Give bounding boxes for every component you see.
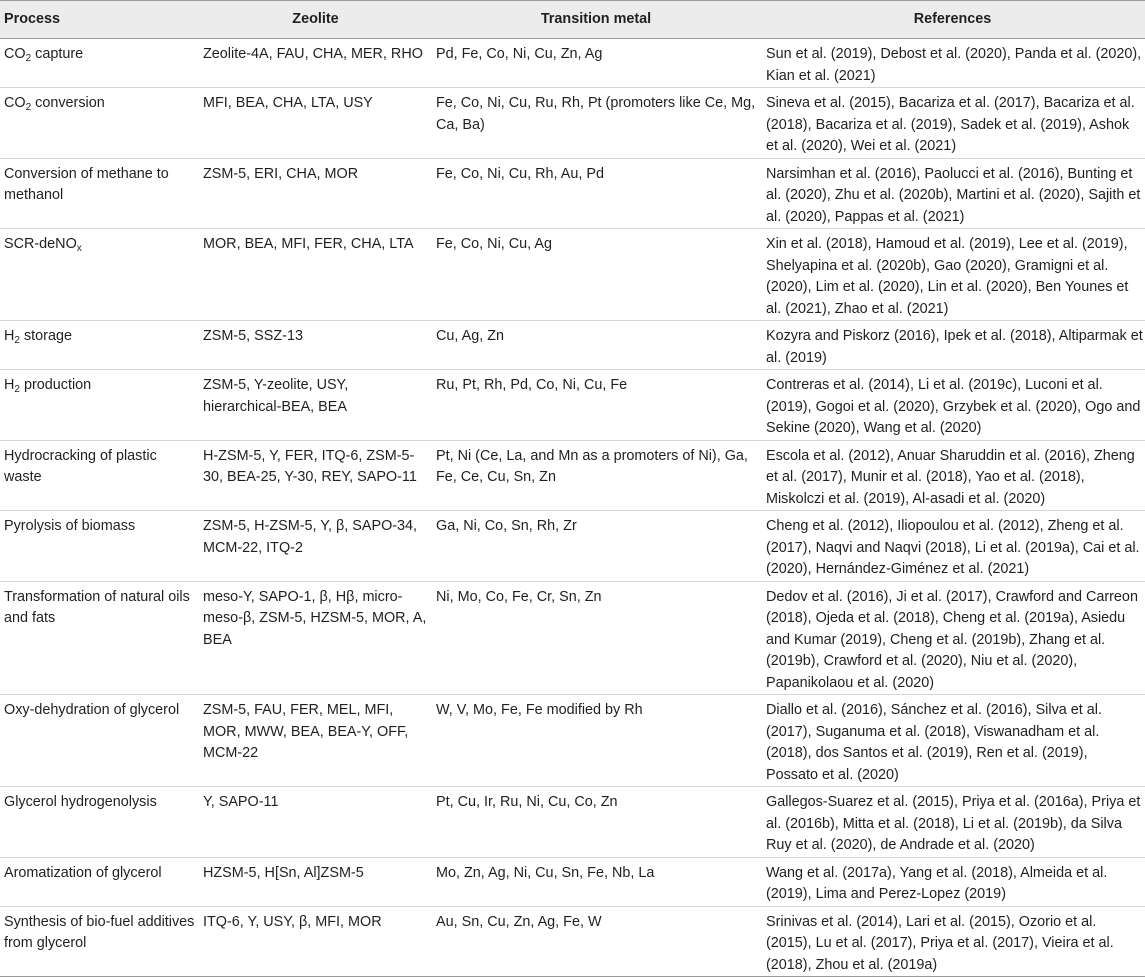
table-row	[0, 695, 1145, 787]
process-text: H	[4, 377, 15, 393]
cell-references: Contreras et al. (2014), Li et al. (2019c), Luconi et al. (2019), Gogoi et al. (2020), Grzybek et al. (2020), Ogo and Sekine (2020), Wang et al. (2020)	[760, 370, 1145, 441]
cell-process	[0, 88, 199, 159]
process-subscript: 2	[14, 335, 20, 346]
table-row	[0, 88, 1145, 159]
cell-transition-metal: Ga, Ni, Co, Sn, Rh, Zr	[432, 511, 760, 582]
cell-zeolite: ZSM-5, SSZ-13	[199, 321, 432, 370]
cell-process	[0, 39, 199, 88]
cell-transition-metal: Mo, Zn, Ag, Ni, Cu, Sn, Fe, Nb, La	[432, 857, 760, 906]
cell-references: Diallo et al. (2016), Sánchez et al. (2016), Silva et al. (2017), Suganuma et al. (2018), Viswanadham et al. (2018), dos Santos et al. (2019), Ren et al. (2019), Possato et al. (2020)	[760, 695, 1145, 787]
cell-process	[0, 511, 199, 582]
process-text: SCR-deNO	[4, 236, 77, 252]
header-references: References	[760, 1, 1145, 39]
header-row	[0, 1, 1145, 39]
cell-process	[0, 906, 199, 977]
process-text: Hydrocracking of plastic waste	[4, 447, 157, 485]
process-text: Pyrolysis of biomass	[4, 518, 136, 534]
cell-zeolite: MFI, BEA, CHA, LTA, USY	[199, 88, 432, 159]
cell-process	[0, 581, 199, 695]
cell-transition-metal: Pd, Fe, Co, Ni, Cu, Zn, Ag	[432, 39, 760, 88]
table-row	[0, 787, 1145, 858]
cell-zeolite: Y, SAPO-11	[199, 787, 432, 858]
cell-process	[0, 787, 199, 858]
table-row	[0, 321, 1145, 370]
cell-transition-metal: Pt, Ni (Ce, La, and Mn as a promoters of Ni), Ga, Fe, Ce, Cu, Sn, Zn	[432, 440, 760, 511]
process-text: CO	[4, 95, 26, 111]
table-row	[0, 906, 1145, 977]
cell-transition-metal: Fe, Co, Ni, Cu, Rh, Au, Pd	[432, 158, 760, 229]
cell-zeolite: ZSM-5, Y-zeolite, USY, hierarchical-BEA, BEA	[199, 370, 432, 441]
table-row	[0, 857, 1145, 906]
cell-zeolite: Zeolite-4A, FAU, CHA, MER, RHO	[199, 39, 432, 88]
cell-references: Sun et al. (2019), Debost et al. (2020), Panda et al. (2020), Kian et al. (2021)	[760, 39, 1145, 88]
table-row	[0, 581, 1145, 695]
process-subscript: 2	[14, 384, 20, 395]
cell-transition-metal: W, V, Mo, Fe, Fe modified by Rh	[432, 695, 760, 787]
table-row	[0, 511, 1145, 582]
cell-references: Narsimhan et al. (2016), Paolucci et al. (2016), Bunting et al. (2020), Zhu et al. (2020b), Martini et al. (2020), Sajith et al. (2020), Pappas et al. (2021)	[760, 158, 1145, 229]
header-zeolite: Zeolite	[199, 1, 432, 39]
cell-process	[0, 440, 199, 511]
process-text: Oxy-dehydration of glycerol	[4, 702, 180, 718]
process-text: CO	[4, 46, 26, 62]
cell-process	[0, 158, 199, 229]
cell-references: Cheng et al. (2012), Iliopoulou et al. (2012), Zheng et al. (2017), Naqvi and Naqvi (2018), Li et al. (2019a), Cai et al. (2020), Hernández-Giménez et al. (2021)	[760, 511, 1145, 582]
cell-transition-metal: Fe, Co, Ni, Cu, Ag	[432, 229, 760, 321]
cell-zeolite: ZSM-5, ERI, CHA, MOR	[199, 158, 432, 229]
cell-transition-metal: Pt, Cu, Ir, Ru, Ni, Cu, Co, Zn	[432, 787, 760, 858]
cell-zeolite: ZSM-5, H-ZSM-5, Y, β, SAPO-34, MCM-22, ITQ-2	[199, 511, 432, 582]
process-text-suffix: conversion	[31, 95, 105, 111]
cell-references: Wang et al. (2017a), Yang et al. (2018), Almeida et al. (2019), Lima and Perez-Lopez (2019)	[760, 857, 1145, 906]
cell-transition-metal: Fe, Co, Ni, Cu, Ru, Rh, Pt (promoters like Ce, Mg, Ca, Ba)	[432, 88, 760, 159]
cell-process	[0, 370, 199, 441]
cell-process	[0, 695, 199, 787]
cell-references: Xin et al. (2018), Hamoud et al. (2019), Lee et al. (2019), Shelyapina et al. (2020b), Gao (2020), Gramigni et al. (2020), Lim et al. (2020), Lin et al. (2020), Ben Younes et al. (2021), Zhao et al. (2021)	[760, 229, 1145, 321]
cell-references: Dedov et al. (2016), Ji et al. (2017), Crawford and Carreon (2018), Ojeda et al. (2018), Cheng et al. (2019a), Asiedu and Kumar (2019), Cheng et al. (2019b), Zhang et al. (2019b), Crawford et al. (2020), Niu et al. (2020), Papanikolaou et al. (2020)	[760, 581, 1145, 695]
process-subscript: 2	[25, 53, 32, 64]
header-process: Process	[0, 1, 199, 39]
table-row	[0, 158, 1145, 229]
process-text: Conversion of methane to methanol	[4, 165, 169, 203]
cell-process	[0, 857, 199, 906]
cell-transition-metal: Ni, Mo, Co, Fe, Cr, Sn, Zn	[432, 581, 760, 695]
cell-references: Kozyra and Piskorz (2016), Ipek et al. (2018), Altiparmak et al. (2019)	[760, 321, 1145, 370]
cell-transition-metal: Cu, Ag, Zn	[432, 321, 760, 370]
cell-zeolite: H-ZSM-5, Y, FER, ITQ-6, ZSM-5-30, BEA-25, Y-30, REY, SAPO-11	[199, 440, 432, 511]
table-row	[0, 229, 1145, 321]
cell-zeolite: meso-Y, SAPO-1, β, Hβ, micro-meso-β, ZSM-5, HZSM-5, MOR, A, BEA	[199, 581, 432, 695]
cell-references: Srinivas et al. (2014), Lari et al. (2015), Ozorio et al. (2015), Lu et al. (2017), Priya et al. (2017), Vieira et al. (2018), Zhou et al. (2019a)	[760, 906, 1145, 977]
table-row	[0, 370, 1145, 441]
cell-process	[0, 321, 199, 370]
table-row	[0, 39, 1145, 88]
cell-references: Escola et al. (2012), Anuar Sharuddin et al. (2016), Zheng et al. (2017), Munir et al. (2018), Yao et al. (2018), Miskolczi et al. (2019), Al-asadi et al. (2020)	[760, 440, 1145, 511]
process-text: Aromatization of glycerol	[4, 864, 162, 881]
process-text-suffix: storage	[19, 328, 72, 344]
process-text-suffix: production	[19, 377, 92, 393]
process-subscript: 2	[25, 102, 32, 113]
cell-zeolite: ITQ-6, Y, USY, β, MFI, MOR	[199, 906, 432, 977]
cell-transition-metal: Ru, Pt, Rh, Pd, Co, Ni, Cu, Fe	[432, 370, 760, 441]
header-transition-metal: Transition metal	[432, 1, 760, 39]
process-text: Synthesis of bio-fuel additives from glycerol	[4, 913, 195, 951]
cell-zeolite: MOR, BEA, MFI, FER, CHA, LTA	[199, 229, 432, 321]
process-text: H	[4, 328, 15, 344]
cell-references: Sineva et al. (2015), Bacariza et al. (2017), Bacariza et al. (2018), Bacariza et al. (2019), Sadek et al. (2019), Ashok et al. (2020), Wei et al. (2021)	[760, 88, 1145, 159]
process-text: Glycerol hydrogenolysis	[4, 794, 157, 810]
cell-zeolite: HZSM-5, H[Sn, Al]ZSM-5	[199, 857, 432, 906]
table-row	[0, 440, 1145, 511]
process-subscript: x	[76, 243, 82, 254]
cell-zeolite: ZSM-5, FAU, FER, MEL, MFI, MOR, MWW, BEA, BEA-Y, OFF, MCM-22	[199, 695, 432, 787]
cell-references: Gallegos-Suarez et al. (2015), Priya et al. (2016a), Priya et al. (2016b), Mitta et al. (2018), Li et al. (2019b), da Silva Ruy et al. (2020), de Andrade et al. (2020)	[760, 787, 1145, 858]
cell-process	[0, 229, 199, 321]
cell-transition-metal: Au, Sn, Cu, Zn, Ag, Fe, W	[432, 906, 760, 977]
process-text: Transformation of natural oils and fats	[4, 588, 190, 626]
process-text-suffix: capture	[31, 46, 84, 62]
